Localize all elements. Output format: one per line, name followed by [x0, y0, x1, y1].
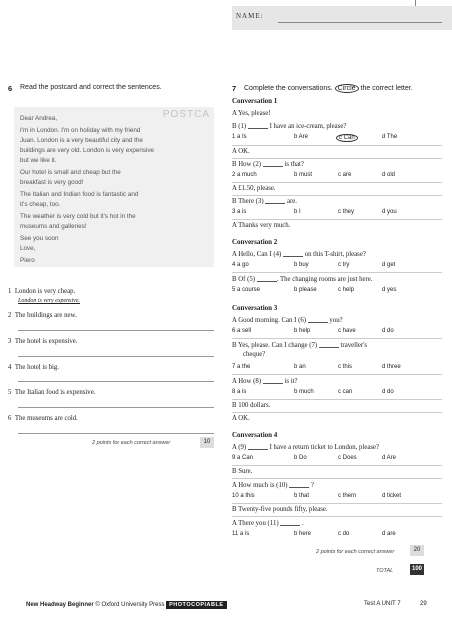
conversation-1-heading: Conversation 1 — [232, 97, 278, 105]
ex7-number: 7 — [232, 84, 237, 93]
divider — [232, 516, 442, 517]
postcard-line: The Italian and Indian food is fantastic and — [20, 191, 139, 198]
divider — [232, 195, 442, 196]
conv1-line: A Thanks very much. — [232, 222, 291, 229]
option[interactable]: c try — [338, 262, 350, 268]
option[interactable]: 5 a course — [232, 287, 261, 293]
sentence-3: 3 The hotel is expensive. — [8, 338, 78, 345]
conv1-line: B (1) I have an ice-cream, please? — [232, 123, 347, 130]
conv3-line: A How (8) is it? — [232, 378, 298, 385]
circle-word: Circle — [335, 84, 359, 93]
option[interactable]: 10 a this — [232, 493, 255, 499]
divider — [232, 272, 442, 273]
option[interactable]: b please — [294, 287, 317, 293]
book-title: New Headway Beginner — [26, 602, 94, 608]
gap-5[interactable] — [257, 275, 277, 282]
postcard-stamp-text: POSTCA — [162, 109, 210, 120]
option[interactable]: c do — [338, 531, 350, 537]
answer-line-3[interactable] — [18, 356, 214, 357]
option[interactable]: c them — [338, 493, 357, 499]
sentence-6: 6 The museums are cold. — [8, 415, 78, 422]
option[interactable]: b Are — [294, 134, 309, 140]
option[interactable]: b Do — [294, 455, 307, 461]
postcard-line: but we like it. — [20, 157, 57, 164]
divider — [232, 158, 442, 159]
conv1-line: A Yes, please! — [232, 110, 271, 117]
option[interactable]: 1 a Is — [232, 134, 247, 140]
conversation-2-heading: Conversation 2 — [232, 238, 278, 246]
name-bar — [232, 6, 452, 30]
conv1-line: B How (2) is that? — [232, 161, 304, 168]
conv2-line: B Of (5) . The changing rooms are just here. — [232, 276, 373, 283]
option[interactable]: 11 a is — [232, 531, 250, 537]
total-box: 100 — [410, 564, 424, 575]
ex6-points-text: 2 points for each correct answer — [92, 440, 171, 446]
divider — [232, 145, 442, 146]
option[interactable]: d yes — [382, 287, 397, 293]
conv3-line: cheque? — [243, 351, 266, 358]
divider — [232, 338, 442, 339]
gap-6[interactable] — [308, 316, 328, 323]
conv2-line: A Hello, Can I (4) on this T-shirt, please? — [232, 251, 366, 258]
option[interactable]: c can — [338, 389, 353, 395]
conv4-line: A How much is (10) ? — [232, 482, 314, 489]
sentence-5: 5 The Italian food is expensive. — [8, 389, 96, 396]
option[interactable]: 8 a is — [232, 389, 247, 395]
option[interactable]: d are — [382, 531, 396, 537]
option[interactable]: d ticket — [382, 493, 402, 499]
answer-line-6[interactable] — [18, 433, 214, 434]
option[interactable]: b that — [294, 493, 310, 499]
option[interactable]: d The — [382, 134, 398, 140]
conv1-line: B There (3) are. — [232, 198, 297, 205]
divider — [232, 465, 442, 466]
postcard-line: The weather is very cold but it's hot in the — [20, 213, 136, 220]
option[interactable]: 4 a go — [232, 262, 249, 268]
divider — [232, 503, 442, 504]
ex6-points-box: 10 — [200, 437, 214, 448]
option[interactable]: c Does — [338, 455, 357, 461]
postcard-line: it's cheap, too. — [20, 201, 61, 208]
divider — [232, 399, 442, 400]
option[interactable]: b an — [294, 364, 306, 370]
option[interactable]: c are — [338, 172, 352, 178]
option[interactable]: b help — [294, 328, 311, 334]
postcard-line: Piero — [20, 257, 35, 264]
answer-line-2[interactable] — [18, 330, 214, 331]
answer-line-4[interactable] — [18, 381, 214, 382]
gap-7[interactable] — [319, 341, 339, 348]
divider — [232, 478, 442, 479]
option[interactable]: b buy — [294, 262, 309, 268]
option-circled[interactable]: c Can — [336, 134, 358, 142]
page-number: 29 — [420, 601, 427, 607]
name-field-line[interactable] — [278, 22, 442, 23]
postcard-line: breakfast is very good! — [20, 179, 84, 186]
option[interactable]: b must — [294, 172, 313, 178]
photocopiable-badge: PHOTOCOPIABLE — [166, 601, 226, 609]
divider — [232, 374, 442, 375]
option[interactable]: d do — [382, 389, 394, 395]
sentence-2: 2 The buildings are new. — [8, 312, 77, 319]
gap-2[interactable] — [263, 160, 283, 167]
gap-10[interactable] — [289, 481, 309, 488]
option[interactable]: 9 a Can — [232, 455, 254, 461]
option[interactable]: d do — [382, 328, 394, 334]
conv1-line: A OK. — [232, 148, 250, 155]
option[interactable]: b here — [294, 531, 312, 537]
name-label: NAME: — [236, 12, 264, 20]
gap-1[interactable] — [248, 122, 268, 129]
ex7-points-box: 20 — [410, 545, 424, 556]
postcard-line: Dear Andrea, — [20, 115, 58, 122]
ex6-instruction: Read the postcard and correct the sentences. — [20, 84, 162, 91]
ex7-instruction: Complete the conversations. Circle the correct letter. — [244, 85, 413, 92]
divider — [232, 182, 442, 183]
postcard-line: See you soon — [20, 235, 59, 242]
gap-9[interactable] — [248, 443, 268, 450]
postcard-line: Love, — [20, 245, 36, 252]
sentence-1: 1 London is very cheap. — [8, 288, 76, 295]
postcard-line: Our hotel is small and cheap but the — [20, 169, 121, 176]
divider — [232, 219, 442, 220]
postcard — [14, 107, 214, 267]
conv3-line: A Good morning. Can I (6) you? — [232, 317, 343, 324]
option[interactable]: b I — [294, 209, 301, 215]
option[interactable]: 7 a the — [232, 364, 251, 370]
sentence-4: 4 The hotel is big. — [8, 364, 59, 371]
conv4-line: A There you (11) . — [232, 520, 304, 527]
option[interactable]: d get — [382, 262, 396, 268]
answer-line-5[interactable] — [18, 407, 214, 408]
option[interactable]: b much — [294, 389, 314, 395]
option[interactable]: c help — [338, 287, 355, 293]
ex7-points-text: 2 points for each correct answer — [316, 549, 395, 555]
total-label: TOTAL — [376, 568, 394, 574]
conv4-line: B Twenty-five pounds fifty, please. — [232, 506, 328, 513]
option[interactable]: 2 a much — [232, 172, 257, 178]
gap-11[interactable] — [280, 519, 300, 526]
conversation-4-heading: Conversation 4 — [232, 431, 278, 439]
option[interactable]: 3 a is — [232, 209, 247, 215]
option[interactable]: d you — [382, 209, 397, 215]
postcard-line: museums and galleries! — [20, 223, 87, 230]
sentence-1-answer: London is very expensive. — [18, 298, 80, 304]
copyright: © Oxford University Press — [95, 602, 165, 608]
conv1-line: A £1.50, please. — [232, 185, 276, 192]
gap-4[interactable] — [283, 250, 303, 257]
conv4-line: B Sure. — [232, 468, 253, 475]
conv3-line: B Yes, please. Can I change (7) traveller's — [232, 342, 368, 349]
footer — [26, 601, 227, 609]
postcard-line: buildings are very old. London is very expensive — [20, 147, 155, 154]
conversation-3-heading: Conversation 3 — [232, 304, 278, 312]
gap-3[interactable] — [265, 197, 285, 204]
conv3-line: A OK. — [232, 415, 250, 422]
conv3-line: B 100 dollars. — [232, 402, 271, 409]
postcard-line: Juan. London is a very beautiful city and the — [20, 137, 143, 144]
conv4-line: A (9) I have a return ticket to London, please? — [232, 444, 380, 451]
gap-8[interactable] — [263, 377, 283, 384]
option[interactable]: c have — [338, 328, 356, 334]
option[interactable]: c this — [338, 364, 353, 370]
option[interactable]: d Are — [382, 455, 397, 461]
option[interactable]: 6 a sell — [232, 328, 252, 334]
option[interactable]: d old — [382, 172, 396, 178]
option[interactable]: d three — [382, 364, 401, 370]
option[interactable]: c they — [338, 209, 355, 215]
test-unit: Test A UNIT 7 — [364, 601, 401, 607]
ex6-number: 6 — [8, 84, 13, 93]
postcard-line: I'm in London. I'm on holiday with my friend — [20, 127, 141, 134]
divider — [232, 412, 442, 413]
